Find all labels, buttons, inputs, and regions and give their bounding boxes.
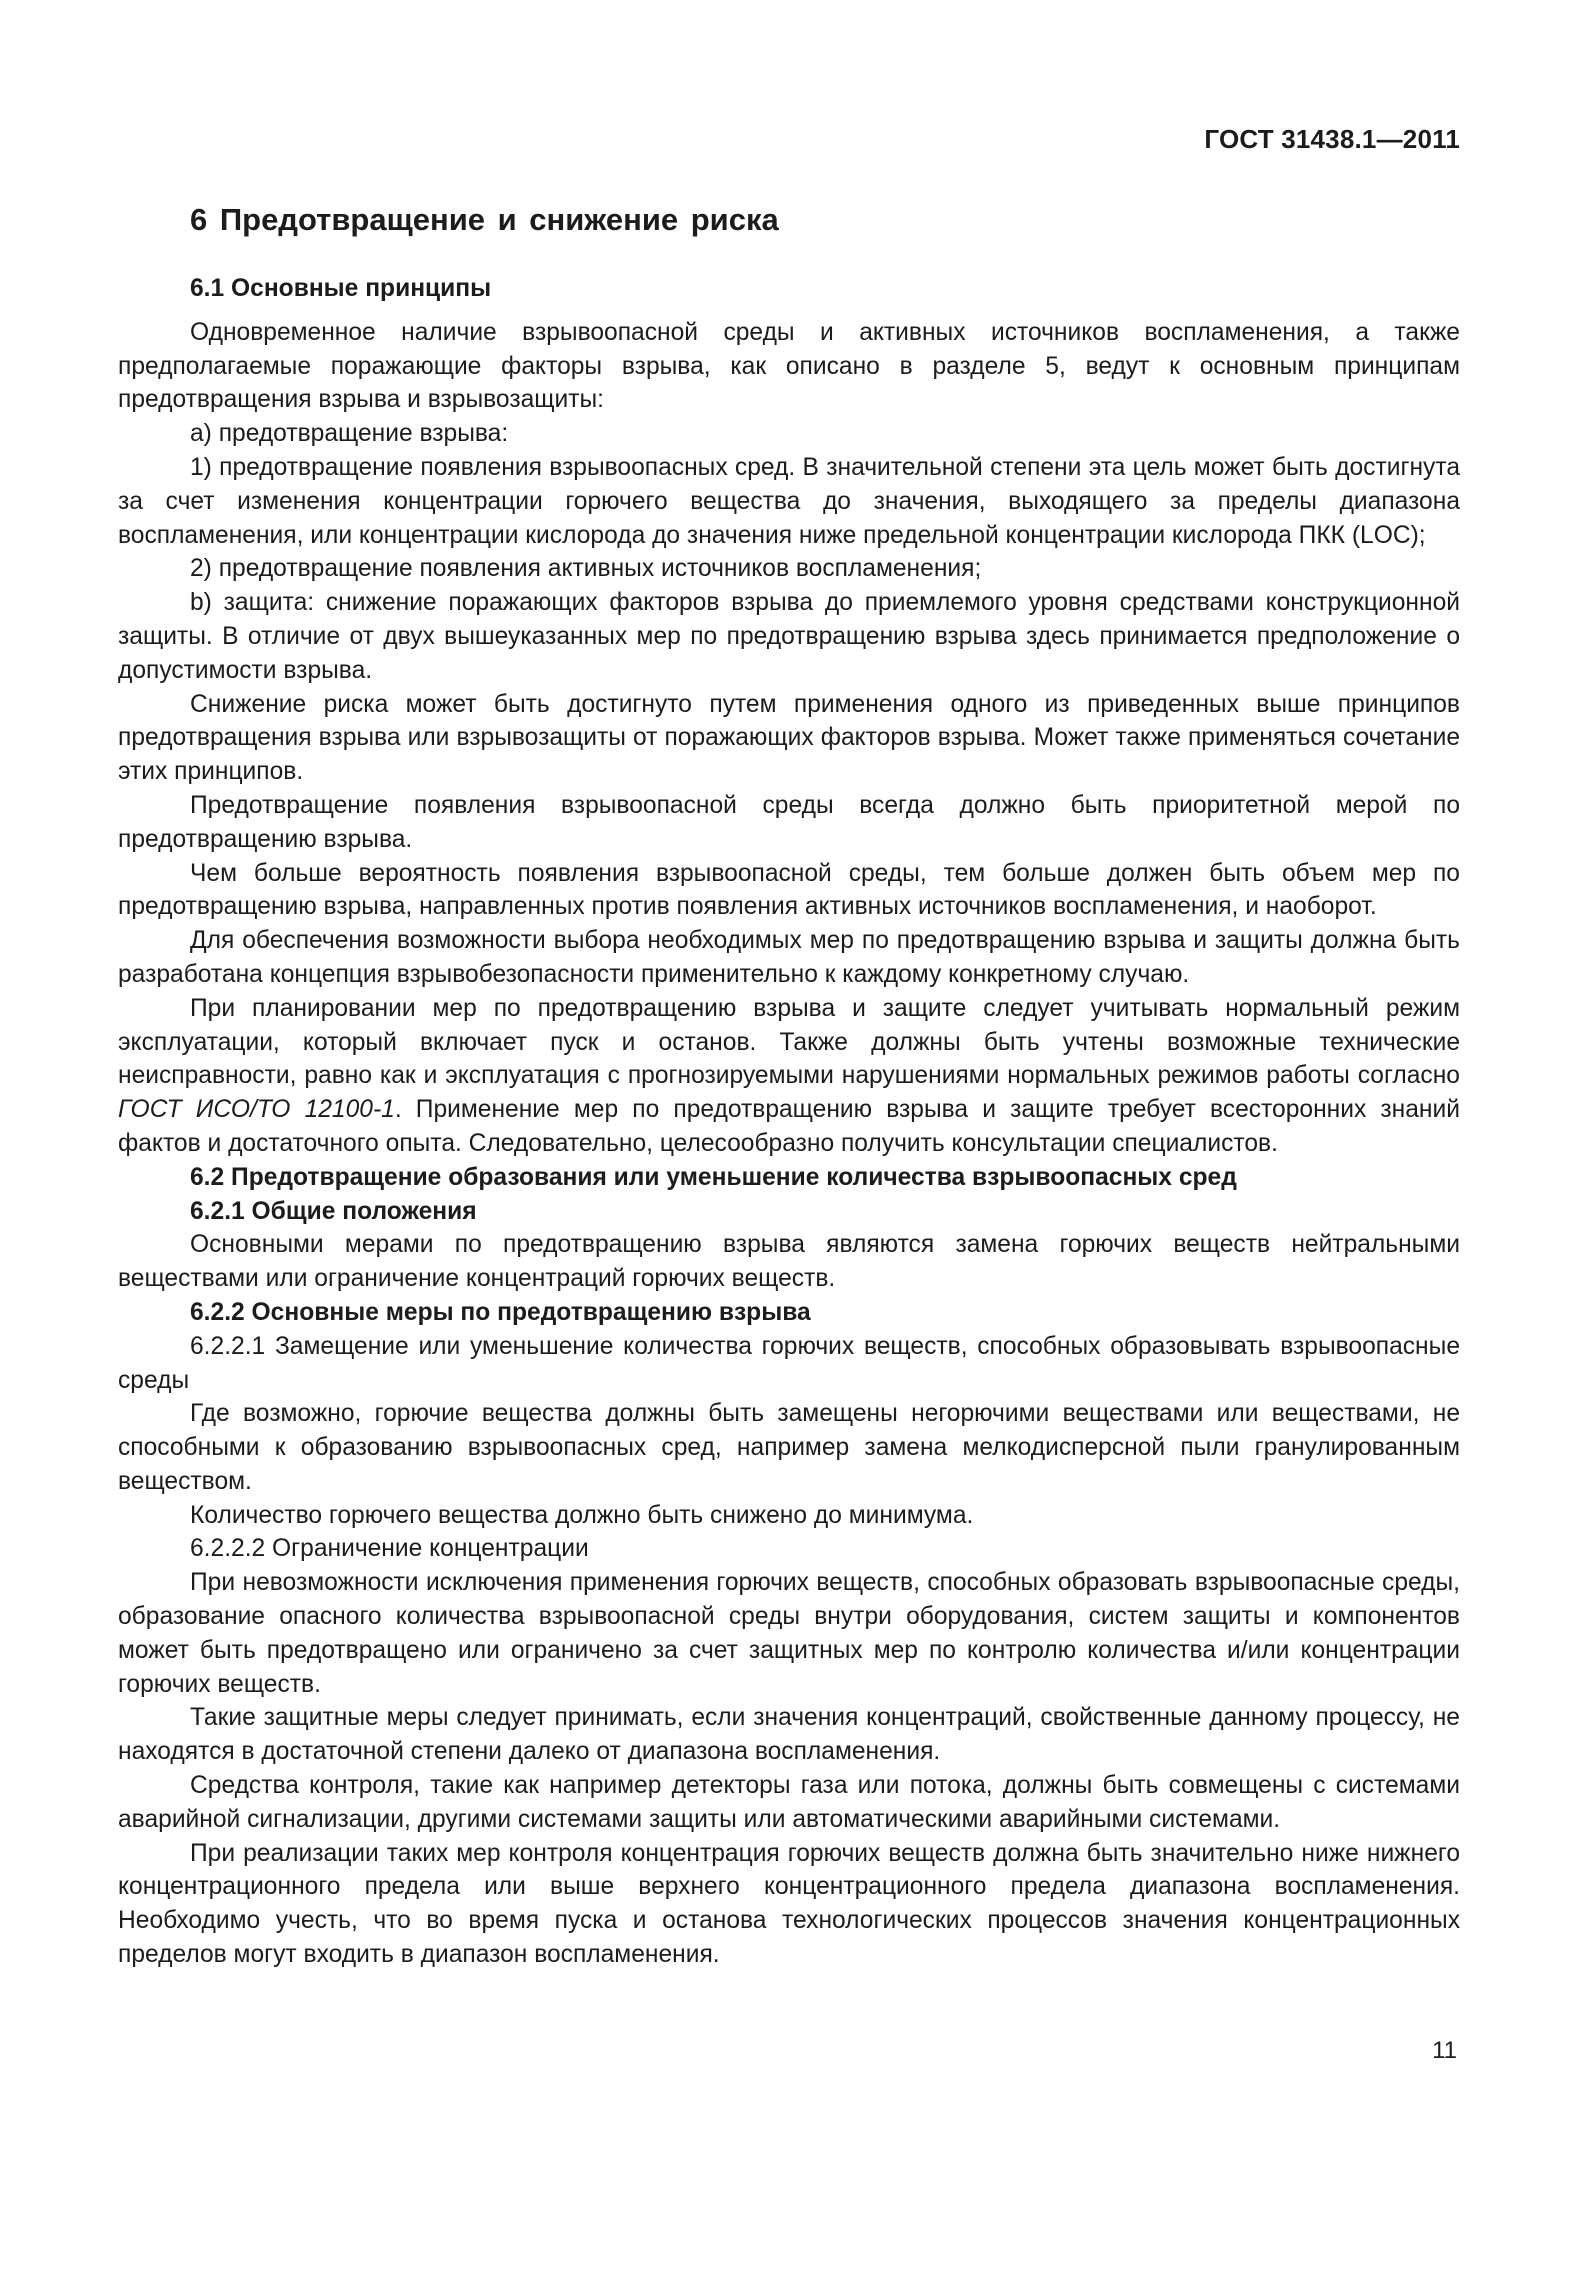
list-item-a2: 2) предотвращение появления активных источников воспламенения;	[190, 555, 982, 583]
list-item-b: b) защита: снижение поражающих факторов взрыва до приемлемого уровня средствами конструкционной защиты. В отличие от двух вышеуказанных мер по предотвращению взрыва здесь принимается предположение о допустимости взрыва.	[118, 589, 1460, 684]
paragraph: Предотвращение появления взрывоопасной среды всегда должно быть приоритетной мерой по предотвращению взрыва.	[118, 791, 1460, 853]
paragraph: При невозможности исключения применения горючих веществ, способных образовать взрывоопасные среды, образование опасного количества взрывоопасной среды внутри оборудования, систем защиты и компонентов может быть предотвращено или ограничено за счет защитных мер по контролю количества и/или концентрации горючих веществ.	[118, 1569, 1460, 1698]
paragraph: При реализации таких мер контроля концентрация горючих веществ должна быть значительно ниже нижнего концентрационного предела или выше верхнего концентрационного предела диапазона воспламенения. Необходимо учесть, что во время пуска и останова технологических процессов значения концентрационных пределов могут входить в диапазон воспламенения.	[118, 1839, 1460, 1969]
subsection-6-2-2-2-title: 6.2.2.2 Ограничение концентрации	[190, 1535, 589, 1563]
subsection-6-2-2-1-title: 6.2.2.1 Замещение или уменьшение количества горючих веществ, способных образовывать взрывоопасные среды	[118, 1332, 1460, 1394]
section-6-2-heading: 6.2 Предотвращение образования или уменьшение количества взрывоопасных сред	[190, 1163, 1237, 1191]
page-number: 11	[1432, 2037, 1457, 2064]
list-item-a1: 1) предотвращение появления взрывоопасных сред. В значительной степени эта цель может быть достигнута за счет изменения концентрации горючего вещества до значения, выходящего за пределы диапазона воспламенения, или концентрации кислорода до значения ниже предельной концентрации кислорода ПКК (LOC);	[118, 453, 1460, 549]
section-6-2-2-heading: 6.2.2 Основные меры по предотвращению взрыва	[190, 1298, 811, 1326]
paragraph: Средства контроля, такие как например детекторы газа или потока, должны быть совмещены с системами аварийной сигнализации, другими системами защиты или автоматическими аварийными системами.	[118, 1772, 1460, 1833]
page-body	[118, 200, 1460, 1972]
paragraph: Снижение риска может быть достигнуто путем применения одного из приведенных выше принципов предотвращения взрыва или взрывозащиты от поражающих факторов взрыва. Может также применяться сочетание этих принципов.	[118, 690, 1460, 786]
section-6-heading: 6 Предотвращение и снижение риска	[190, 202, 779, 237]
paragraph: Основными мерами по предотвращению взрыва являются замена горючих веществ нейтральными веществами или ограничение концентраций горючих веществ.	[118, 1231, 1460, 1293]
document-code: ГОСТ 31438.1—2011	[1204, 124, 1460, 154]
list-item-a: a) предотвращение взрыва:	[190, 420, 509, 448]
section-6-1-heading: 6.1 Основные принципы	[190, 275, 492, 302]
paragraph: Для обеспечения возможности выбора необходимых мер по предотвращению взрыва и защиты должна быть разработана концепция взрывобезопасности применительно к каждому конкретному случаю.	[118, 927, 1460, 988]
paragraph: Чем больше вероятность появления взрывоопасной среды, тем больше должен быть объем мер по предотвращению взрыва, направленных против появления активных источников воспламенения, и наоборот.	[118, 859, 1460, 921]
paragraph: Где возможно, горючие вещества должны быть замещены негорючими веществами или веществами, не способными к образованию взрывоопасных сред, например замена мелкодисперсной пыли гранулированным веществом.	[118, 1400, 1460, 1495]
paragraph: Одновременное наличие взрывоопасной среды и активных источников воспламенения, а также предполагаемые поражающие факторы взрыва, как описано в разделе 5, ведут к основным принципам предотвращения взрыва и взрывозащиты:	[118, 318, 1460, 414]
paragraph: Количество горючего вещества должно быть снижено до минимума.	[190, 1501, 974, 1529]
paragraph	[118, 992, 1460, 1161]
paragraph-text: При планировании мер по предотвращению взрыва и защите следует учитывать нормальный режим эксплуатации, который включает пуск и останов. Также должны быть учтены возможные технические неисправности, равно как и эксплуатация с прогнозируемыми нарушениями нормальных режимов работы согласно	[118, 994, 1460, 1090]
paragraph-text: . Применение мер по предотвращению взрыва и защите требует всесторонних знаний фактов и достаточного опыта. Следовательно, целесообразно получить консультации специалистов.	[118, 1096, 1460, 1157]
standard-reference: ГОСТ ИСО/ТО 12100-1	[118, 1096, 395, 1124]
paragraph: Такие защитные меры следует принимать, если значения концентраций, свойственные данному процессу, не находятся в достаточной степени далеко от диапазона воспламенения.	[118, 1704, 1460, 1766]
section-6-2-1-heading: 6.2.1 Общие положения	[190, 1197, 477, 1225]
